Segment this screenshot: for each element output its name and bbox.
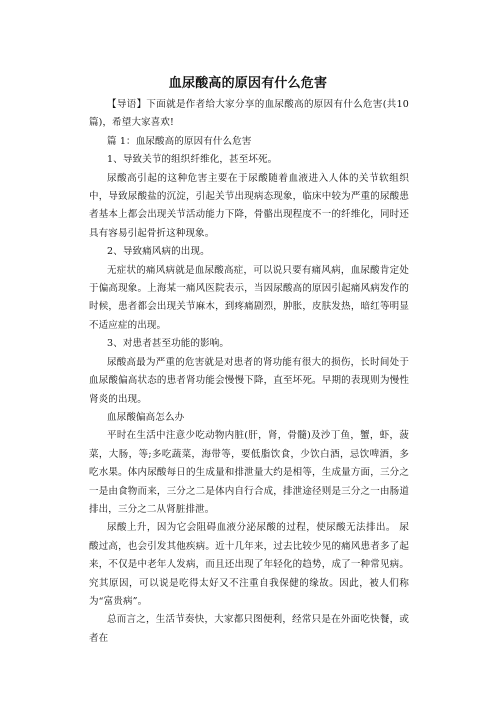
- body-paragraph: 平时在生活中注意少吃动物内脏(肝，肾，骨髓)及沙丁鱼，蟹，虾，菠菜，大肠，等;多吃蔬菜，海带等，要低脂饮食，少饮白酒，忌饮啤酒，多吃水果。体内尿酸每日的生成量和排泄量大约是相等，生成量方面，三分之一是由食物而来，三分之二是体内自行合成，排泄途径则是三分之一由肠道排出，三分之二从肾脏排泄。: [89, 430, 409, 515]
- point-heading: 1、导致关节的组织纤维化，甚至坏死。: [107, 154, 278, 166]
- body-paragraph: 总而言之，生活节奏快，大家都只图便利，经常只是在外面吃快餐，或者在: [89, 614, 409, 644]
- body-paragraph: 尿酸高最为严重的危害就是对患者的肾功能有很大的损伤，长时间处于血尿酸偏高状态的患者肾功能会慢慢下降，直至坏死。早期的表现则为慢性肾炎的出现。: [89, 356, 409, 405]
- point-heading: 3、对患者甚至功能的影响。: [107, 338, 230, 350]
- intro-paragraph: 【导语】下面就是作者给大家分享的血尿酸高的原因有什么危害(共10篇)，希望大家喜欢!: [89, 99, 409, 129]
- subsection-heading: 血尿酸偏高怎么办: [107, 411, 185, 423]
- document-title: 血尿酸高的原因有什么危害: [168, 76, 328, 91]
- body-paragraph: 无症状的痛风病就是血尿酸高症，可以说只要有痛风病，血尿酸肯定处于偏高现象。上海某一痛风医院表示，当因尿酸高的原因引起痛风病发作的时候，患者都会出现关节麻木，到疼痛剧烈，肿胀，皮肤发热，暗红等明显不适应症的出现。: [89, 264, 409, 331]
- body-paragraph: 尿酸上升，因为它会阻碍血液分泌尿酸的过程，使尿酸无法排出。 尿酸过高，也会引发其他疾病。近十几年来，过去比较少见的痛风患者多了起来，不仅是中老年人发病，而且还出现了年轻化的趋势，成了一种常见病。究其原因，可以说是吃得太好又不注重自我保健的缘故。因此，被人们称为“富贵病”。: [89, 522, 409, 607]
- document-body: [89, 96, 409, 648]
- point-heading: 2、导致痛风病的出现。: [107, 246, 210, 258]
- section-heading: 篇 1：血尿酸高的原因有什么危害: [107, 135, 252, 147]
- body-paragraph: 尿酸高引起的这种危害主要在于尿酸随着血液进入人体的关节软组织中，导致尿酸盐的沉淀，引起关节出现病态现象，临床中较为严重的尿酸患者基本上都会出现关节活动能力下降，骨骼出现程度不一的纤维化，同时还具有容易引起骨折这种现象。: [89, 172, 409, 239]
